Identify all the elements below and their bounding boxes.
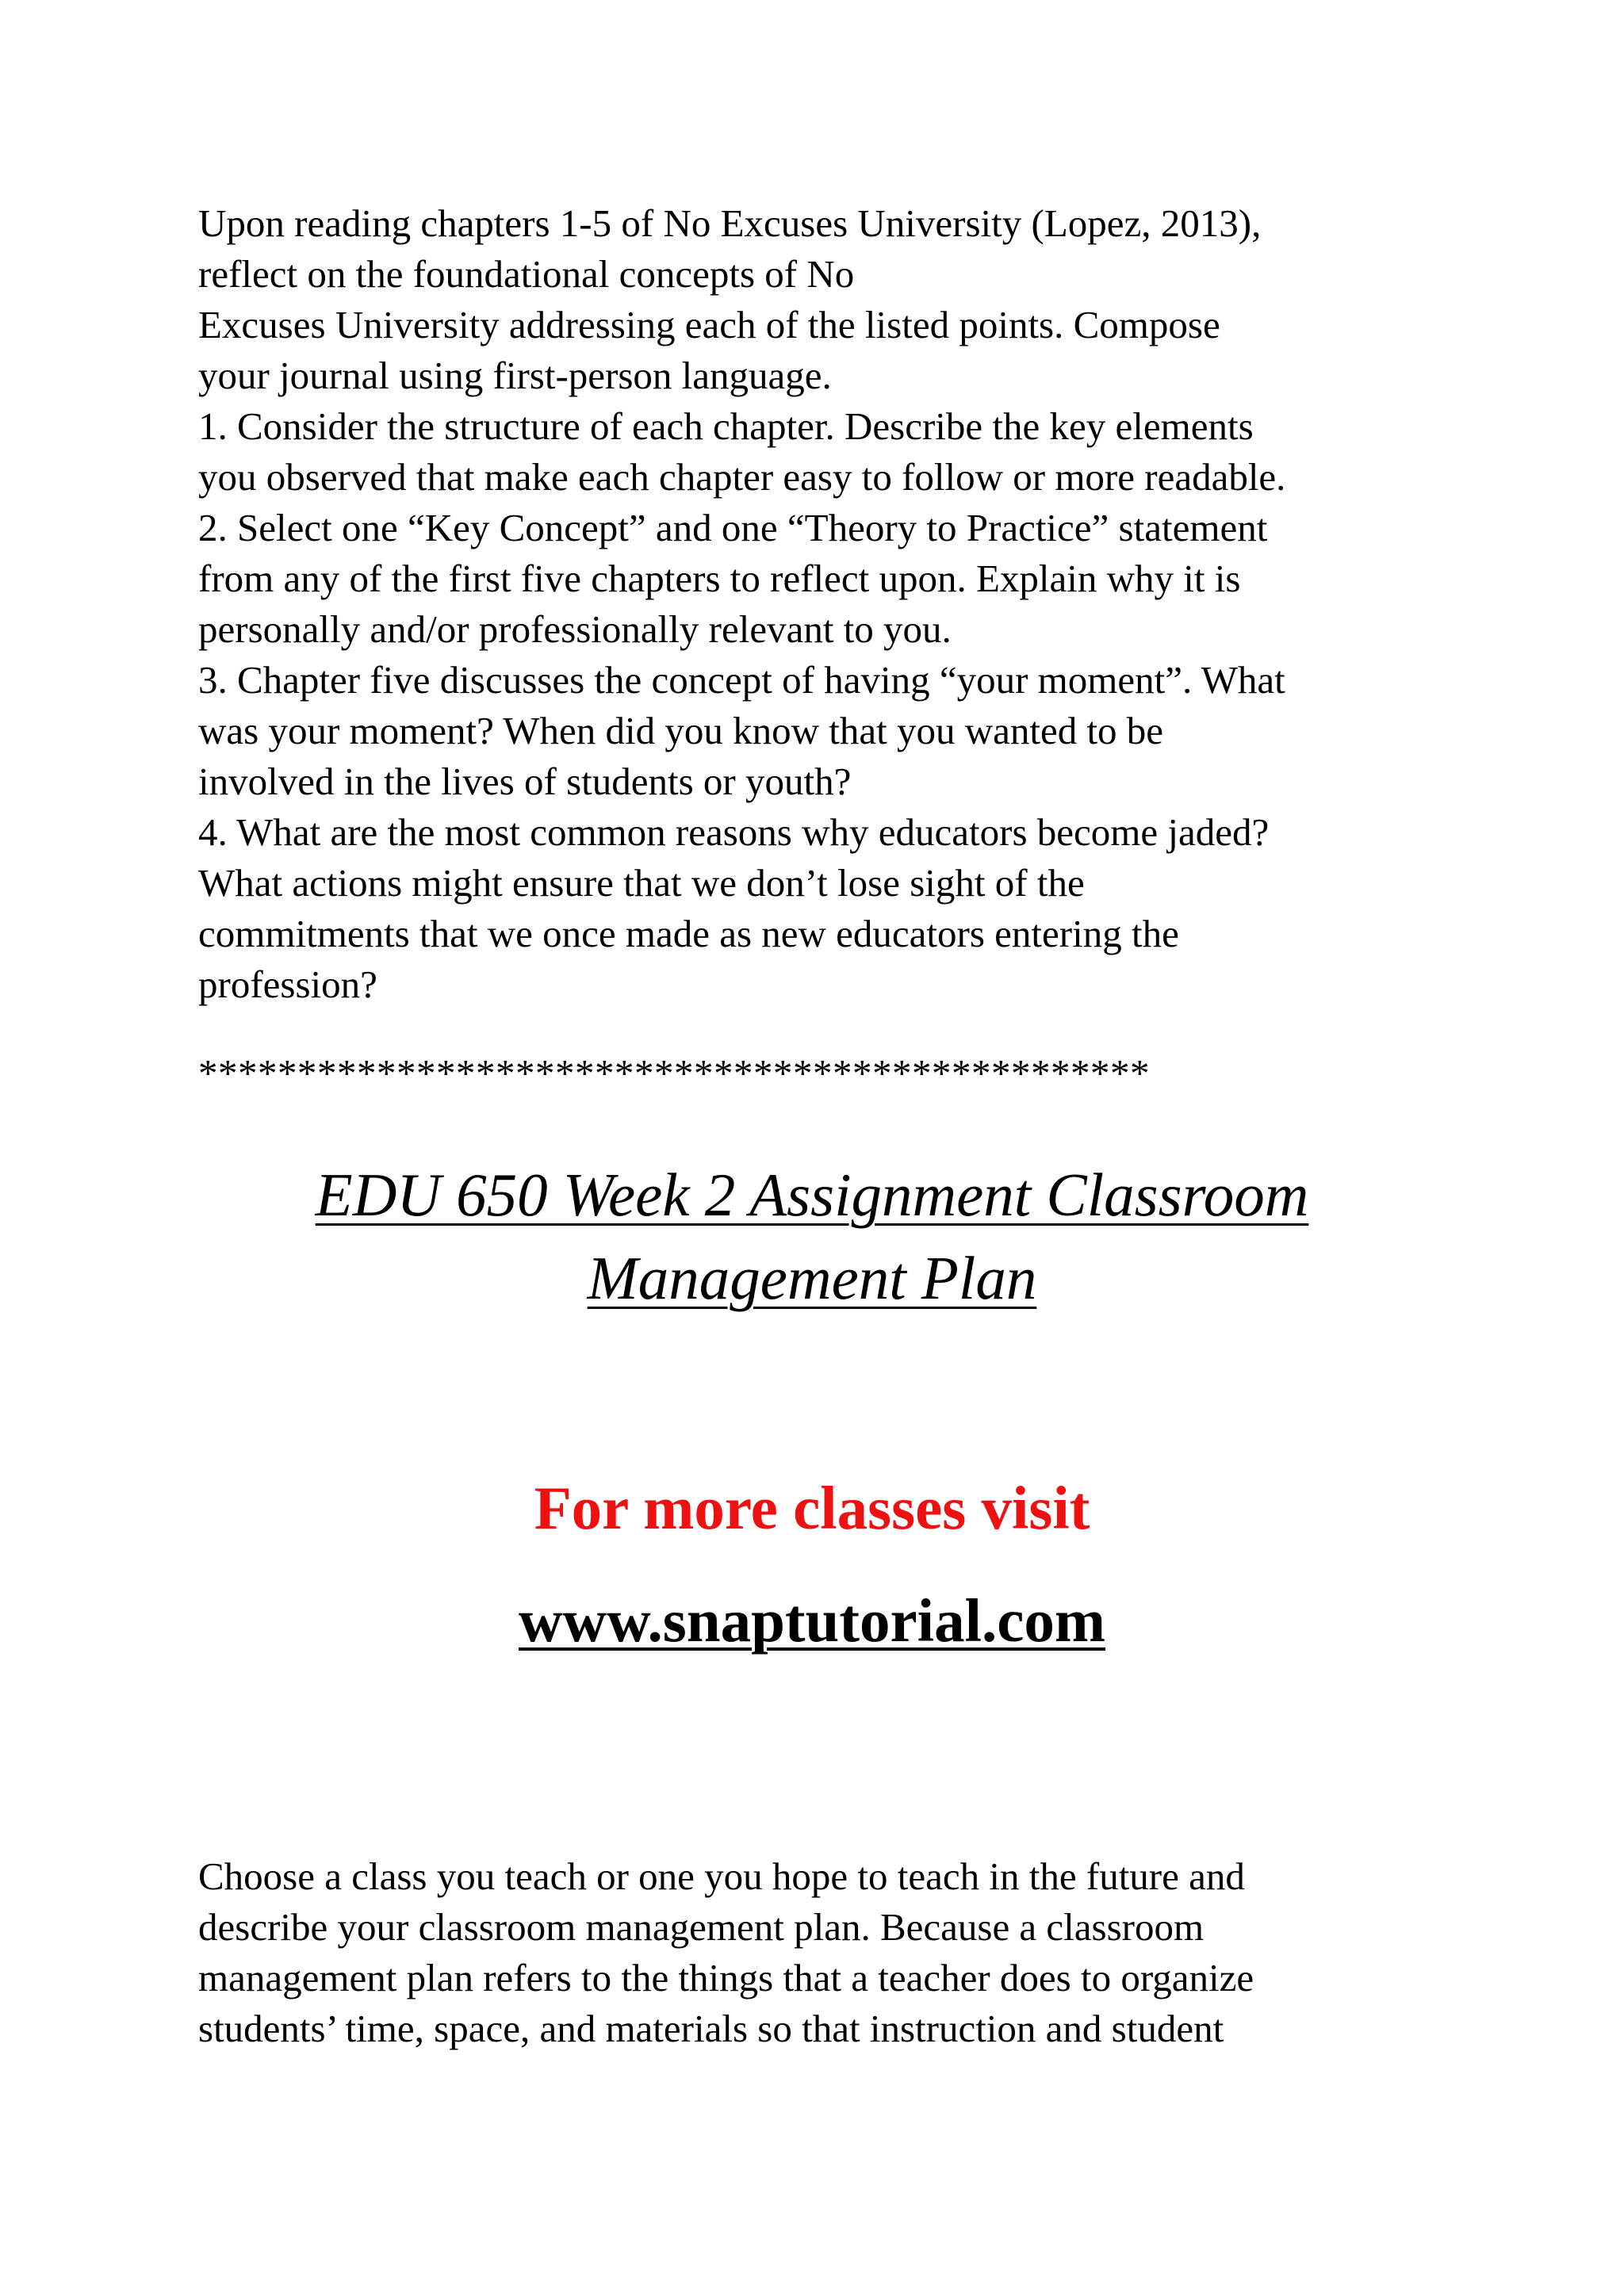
- text-line: Excuses University addressing each of the listed points. Compose: [198, 303, 1220, 346]
- text-line: your journal using first-person language.: [198, 354, 832, 397]
- text-line: profession?: [198, 962, 377, 1006]
- text-line: you observed that make each chapter easy to follow or more readable.: [198, 455, 1286, 499]
- assignment-description: [198, 1851, 1435, 2054]
- text-line: 1. Consider the structure of each chapter. Describe the key elements: [198, 404, 1254, 448]
- heading-line: Management Plan: [587, 1244, 1037, 1312]
- text-line: reflect on the foundational concepts of No: [198, 252, 855, 296]
- heading-line: EDU 650 Week 2 Assignment Classroom: [315, 1161, 1309, 1229]
- text-line: was your moment? When did you know that you wanted to be: [198, 709, 1164, 752]
- text-line: students’ time, space, and materials so that instruction and student: [198, 2007, 1224, 2050]
- text-line: 2. Select one “Key Concept” and one “Theory to Practice” statement: [198, 506, 1268, 549]
- text-line: personally and/or professionally relevant to you.: [198, 607, 952, 651]
- asterisk-separator: ************************************************: [198, 1051, 1150, 1095]
- section-heading: [0, 1154, 1624, 1320]
- text-line: Upon reading chapters 1-5 of No Excuses University (Lopez, 2013),: [198, 201, 1262, 245]
- text-line: commitments that we once made as new educators entering the: [198, 912, 1179, 955]
- text-line: from any of the first five chapters to reflect upon. Explain why it is: [198, 557, 1241, 600]
- text-line: What actions might ensure that we don’t lose sight of the: [198, 861, 1085, 905]
- text-line: involved in the lives of students or youth?: [198, 760, 852, 803]
- text-line: 4. What are the most common reasons why educators become jaded?: [198, 810, 1270, 854]
- text-line: 3. Chapter five discusses the concept of having “your moment”. What: [198, 658, 1285, 702]
- promo-link-container: [0, 1581, 1624, 1660]
- text-line: Choose a class you teach or one you hope to teach in the future and: [198, 1854, 1245, 1898]
- promo-url-link[interactable]: www.snaptutorial.com: [518, 1586, 1106, 1655]
- promo-text: For more classes visit: [534, 1474, 1090, 1542]
- text-line: describe your classroom management plan. Because a classroom: [198, 1905, 1205, 1949]
- text-line: management plan refers to the things that a teacher does to organize: [198, 1956, 1254, 1999]
- assignment-instructions: [198, 198, 1435, 1010]
